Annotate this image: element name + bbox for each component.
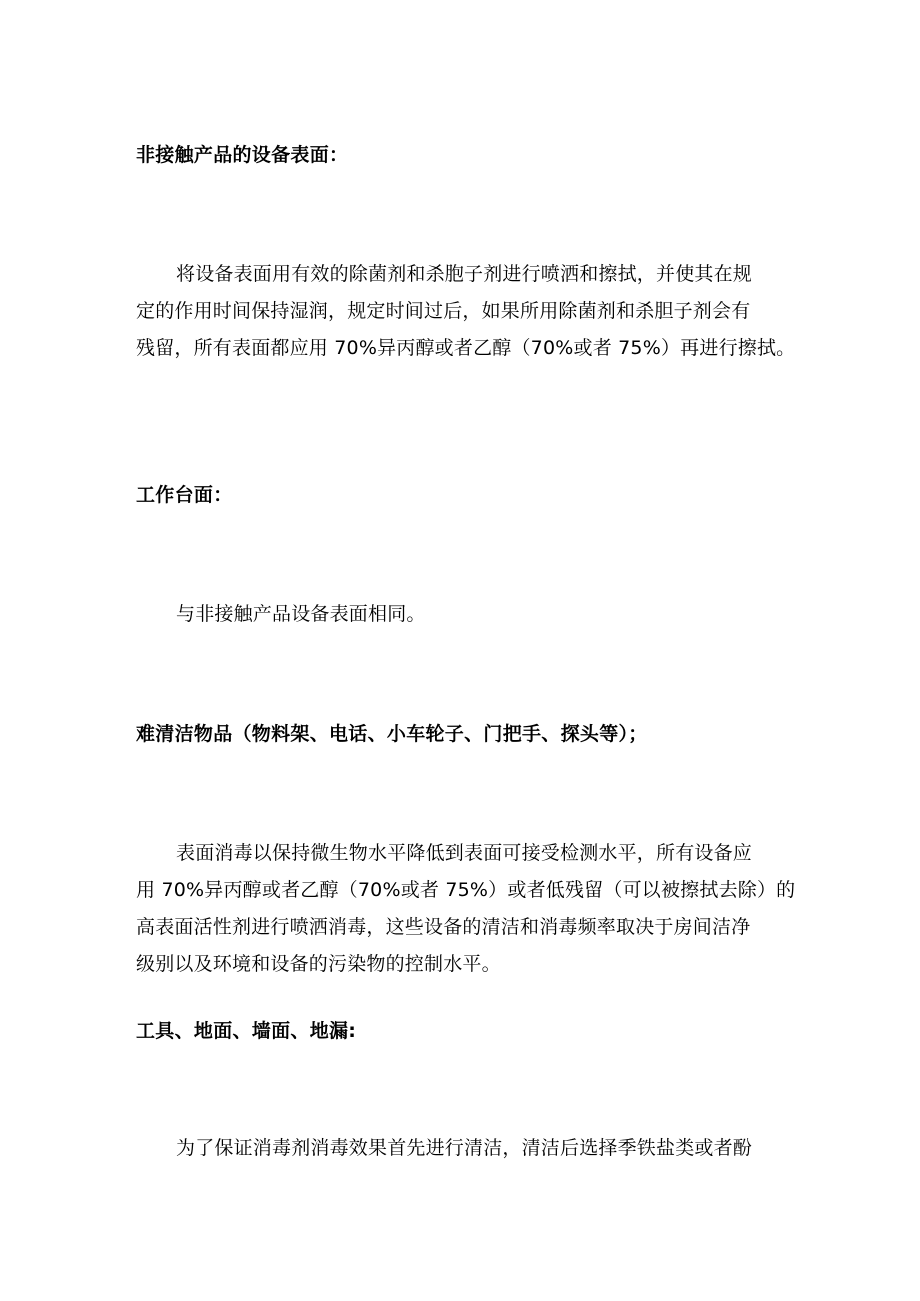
section-heading-work-tables: 工作台面： (136, 484, 233, 506)
paragraph-tools-floors-walls-drains (136, 1130, 788, 1167)
section-heading-hard-to-clean-items: 难清洁物品（物料架、电话、小车轮子、门把手、探头等）； (136, 723, 648, 745)
paragraph-line: 定的作用时间保持湿润，规定时间过后，如果所用除菌剂和杀胆子剂会有 (136, 300, 751, 322)
paragraph-hard-to-clean-items (136, 835, 796, 983)
paragraph-line: 高表面活性剂进行喷洒消毒，这些设备的清洁和消毒频率取决于房间洁净 (136, 916, 751, 938)
paragraph-line: 级别以及环境和设备的污染物的控制水平。 (136, 953, 501, 975)
paragraph-line: 残留，所有表面都应用 70%异丙醇或者乙醇（70%或者 75%）再进行擦拭。 (136, 337, 796, 359)
paragraph-non-contact-surfaces (136, 256, 796, 367)
paragraph-work-tables (136, 596, 788, 633)
section-heading-non-contact-surfaces: 非接触产品的设备表面： (136, 144, 349, 166)
paragraph-line: 将设备表面用有效的除菌剂和杀胞子剂进行喷洒和擦拭，并使其在规 (176, 263, 753, 285)
section-heading-tools-floors-walls-drains: 工具、地面、墙面、地漏: (136, 1020, 357, 1042)
paragraph-line: 表面消毒以保持微生物水平降低到表面可接受检测水平，所有设备应 (176, 842, 753, 864)
paragraph-line: 为了保证消毒剂消毒效果首先进行清洁，清洁后选择季铁盐类或者酚 (176, 1137, 753, 1159)
paragraph-line: 与非接触产品设备表面相同。 (176, 603, 426, 625)
paragraph-line: 用 70%异丙醇或者乙醇（70%或者 75%）或者低残留（可以被擦拭去除）的 (136, 879, 796, 901)
